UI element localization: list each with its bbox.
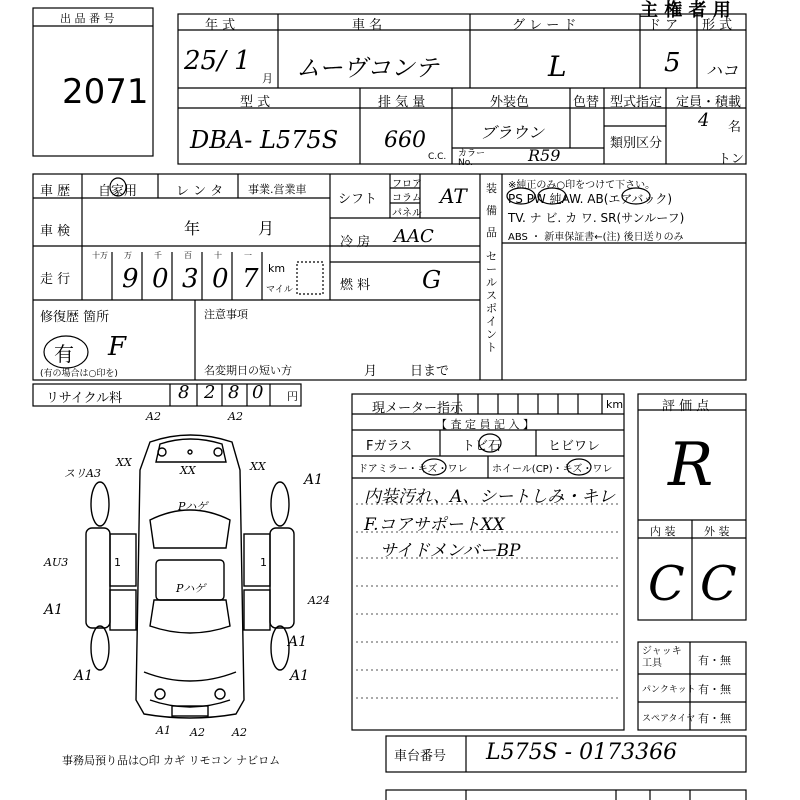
door-mirror-label: ドアミラー・キズ・ワレ bbox=[358, 464, 468, 475]
name-change-day: 日まで bbox=[410, 364, 450, 379]
fuel-value: G bbox=[422, 266, 442, 294]
shift-label: シフト bbox=[338, 192, 378, 207]
mark-a2-top-right: A2 bbox=[228, 410, 243, 423]
inspection-year: 年 bbox=[184, 219, 201, 238]
equipment-label: 装 備 品 bbox=[486, 182, 497, 239]
shift-option-panel: パネル bbox=[392, 208, 422, 219]
mileage-digit-label-100: 百 bbox=[184, 251, 192, 260]
f-glass-label: Fガラス bbox=[366, 439, 413, 454]
shape-value: ハコ bbox=[706, 61, 739, 80]
name-change-month: 月 bbox=[364, 364, 378, 379]
inspection-label: 車 検 bbox=[40, 224, 71, 239]
capacity-unit: 名 bbox=[728, 120, 742, 135]
inspector-title: 【 査 定 員 記 入 】 bbox=[436, 418, 534, 431]
equipment-line-tv-navi: TV. ナ ビ. カ ワ. SR(サンルーフ) bbox=[508, 211, 685, 225]
cc-unit: C.C. bbox=[428, 152, 447, 162]
doors-value: 5 bbox=[664, 48, 681, 78]
tool-spare-tire-value: 有・無 bbox=[698, 712, 731, 725]
mark-a1-right-1: A1 bbox=[304, 472, 324, 488]
mark-xx-left: XX bbox=[116, 456, 132, 469]
model-name-value: ムーヴコンテ bbox=[296, 54, 439, 82]
model-name-label: 車 名 bbox=[352, 18, 383, 33]
mark-paint-peel-hood: Pハゲ bbox=[178, 500, 208, 513]
recycle-digit-2: 2 bbox=[204, 382, 216, 403]
f-glass-option-crack: ヒビワレ bbox=[548, 439, 601, 454]
inspection-month: 月 bbox=[258, 219, 275, 238]
mark-a1-right-3: A1 bbox=[290, 668, 310, 684]
mileage-digit-5: 7 bbox=[242, 264, 259, 294]
grade-value: L bbox=[548, 50, 567, 83]
mark-au3: AU3 bbox=[44, 556, 69, 569]
tool-puncture-kit-label: パンクキット bbox=[642, 685, 696, 695]
mileage-digit-3: 3 bbox=[182, 264, 199, 294]
shift-option-floor: フロア bbox=[392, 179, 422, 190]
repair-history-value: 有 bbox=[54, 342, 74, 366]
spec-label: 型式指定 bbox=[610, 95, 663, 110]
equipment-line-ps-pw: PS PW 純AW. AB(エアバック) bbox=[508, 192, 673, 206]
recycle-fee-label: リサイクル料 bbox=[46, 391, 123, 406]
rating-value: R bbox=[668, 430, 714, 500]
equipment-line-abs: ABS ・ 新車保証書←(注) 後日送りのみ bbox=[508, 232, 684, 243]
inspector-comment-1: 内装汚れ、A、シートしみ・キレ bbox=[364, 487, 616, 507]
interior-label: 内 装 bbox=[650, 525, 676, 538]
sales-point-label: セールスポイント bbox=[486, 250, 497, 354]
ac-label: 冷 房 bbox=[340, 235, 371, 250]
mark-one-right: 1 bbox=[260, 556, 267, 569]
f-glass-option-chip: トビ石 bbox=[462, 439, 502, 454]
lot-number-value: 2071 bbox=[62, 72, 149, 112]
mark-a1-left-1: A1 bbox=[44, 602, 64, 618]
ac-value: AAC bbox=[394, 226, 434, 247]
lot-number-label: 出 品 番 号 bbox=[60, 12, 115, 25]
exterior-color-label: 外装色 bbox=[490, 95, 530, 110]
doors-label: ド ア bbox=[648, 18, 679, 33]
shift-value: AT bbox=[440, 184, 467, 208]
mark-xx-right: XX bbox=[250, 460, 266, 473]
displacement-value: 660 bbox=[384, 128, 426, 153]
history-label: 車 歴 bbox=[40, 184, 71, 199]
color-no-value: R59 bbox=[528, 146, 561, 165]
recycle-unit: 円 bbox=[287, 390, 298, 403]
recycle-digit-3: 8 bbox=[228, 382, 240, 403]
recycle-digit-1: 8 bbox=[178, 382, 190, 403]
mark-a2-bottom: A2 bbox=[190, 726, 205, 739]
recycle-digit-4: 0 bbox=[252, 382, 264, 403]
history-option-private: 自家用 bbox=[98, 184, 138, 199]
mark-a2-top-left: A2 bbox=[146, 410, 161, 423]
meter-label: 現メーター指示 bbox=[372, 401, 464, 416]
mileage-digit-label-1: 一 bbox=[244, 251, 252, 260]
capacity-label: 定員・積載 bbox=[676, 95, 742, 110]
color-no-label: カラー No. bbox=[458, 149, 486, 168]
mileage-unit-mile: マイル bbox=[266, 285, 293, 295]
name-change-label: 名変期日の短い方 bbox=[204, 364, 292, 377]
type-label: 型 式 bbox=[240, 95, 271, 110]
mileage-digit-label-1k: 千 bbox=[154, 251, 162, 260]
color-change-label: 色替 bbox=[573, 95, 600, 110]
repair-history-label: 修復歴 箇所 bbox=[40, 310, 110, 325]
year-label: 年 式 bbox=[205, 18, 236, 33]
meter-unit: km bbox=[606, 398, 624, 411]
ton-unit: トン bbox=[718, 152, 745, 167]
capacity-value: 4 bbox=[698, 110, 710, 131]
rating-label: 評 価 点 bbox=[662, 399, 710, 414]
type-value: DBA- L575S bbox=[190, 126, 339, 154]
mileage-digit-label-10k: 万 bbox=[124, 251, 132, 260]
repair-location: F bbox=[108, 332, 127, 362]
equipment-note: ※純正のみ○印をつけて下さい。 bbox=[508, 180, 656, 191]
exterior-color-value: ブラウン bbox=[480, 123, 545, 142]
inspector-comment-3: サイドメンバーBP bbox=[380, 541, 521, 561]
history-option-rental: レ ン タ bbox=[176, 184, 224, 199]
history-option-business: 事業.営業車 bbox=[248, 183, 307, 196]
mark-scratch-a3: スリA3 bbox=[64, 467, 101, 480]
mark-xx-center: XX bbox=[180, 464, 196, 477]
tool-spare-tire-label: スペアタイヤ bbox=[642, 714, 696, 724]
car-diagram bbox=[86, 435, 294, 718]
office-storage-note: 事務局預り品は○印 カギ リモコン ナビロム bbox=[62, 754, 281, 767]
mark-paint-peel-roof: Pハゲ bbox=[176, 582, 206, 595]
fuel-label: 燃 料 bbox=[340, 278, 371, 293]
exterior-rating: C bbox=[700, 556, 737, 612]
tool-jack-value: 有・無 bbox=[698, 654, 731, 667]
mileage-digit-label-100k: 十万 bbox=[92, 251, 108, 260]
mark-a24: A24 bbox=[308, 594, 330, 607]
mark-one-left: 1 bbox=[114, 556, 121, 569]
shift-option-column: コラム bbox=[392, 193, 422, 204]
tool-jack-label: ジャッキ工具 bbox=[642, 646, 682, 669]
exterior-label: 外 装 bbox=[704, 525, 730, 538]
chassis-number-label: 車台番号 bbox=[394, 749, 447, 764]
mark-a2-bottom-right: A2 bbox=[232, 726, 247, 739]
inspector-comment-2: F.コアサポートXX bbox=[364, 515, 505, 535]
grade-label: グ レ ー ド bbox=[512, 18, 577, 33]
chassis-number-value: L575S - 0173366 bbox=[486, 740, 678, 765]
form-owner-title: 主 権 者 用 bbox=[640, 0, 731, 21]
displacement-label: 排 気 量 bbox=[378, 95, 426, 110]
mileage-digit-1: 9 bbox=[122, 264, 139, 294]
interior-rating: C bbox=[648, 556, 685, 612]
year-value: 25/ 1 bbox=[184, 46, 251, 76]
notes-label: 注意事項 bbox=[204, 308, 248, 321]
tool-puncture-kit-value: 有・無 bbox=[698, 683, 731, 696]
mark-a1-left-2: A1 bbox=[74, 668, 94, 684]
mileage-digit-2: 0 bbox=[152, 264, 169, 294]
category-label: 類別区分 bbox=[610, 136, 663, 151]
mark-a1-bottom: A1 bbox=[156, 724, 171, 737]
mileage-digit-label-10: 十 bbox=[214, 251, 222, 260]
mileage-label: 走 行 bbox=[40, 272, 71, 287]
mileage-unit-km: km bbox=[268, 262, 286, 275]
year-month-suffix: 月 bbox=[262, 72, 273, 85]
mileage-digit-4: 0 bbox=[212, 264, 229, 294]
repair-history-note: (有の場合は○印を) bbox=[40, 369, 118, 379]
wheel-label: ホイール(CP)・キズ・ワレ bbox=[492, 464, 613, 475]
shape-label: 形 式 bbox=[702, 18, 733, 33]
mark-a1-right-2: A1 bbox=[288, 634, 308, 650]
